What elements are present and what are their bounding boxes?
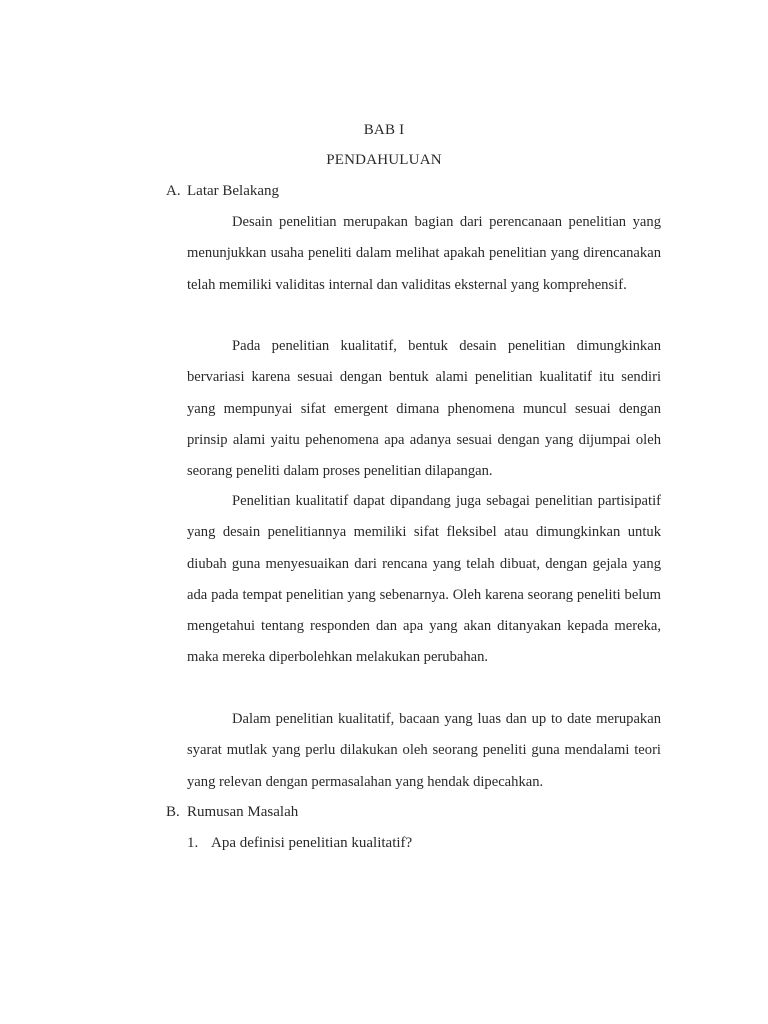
list-item-number: 1. — [187, 835, 199, 851]
paragraph-3: Penelitian kualitatif dapat dipandang juga sebagai penelitian partisipatif yang desain penelitiannya memiliki sifat fleksibel atau dimungkinkan untuk diubah guna menyesuaikan dari rencana yang telah dibuat, dengan gejala yang ada pada tempat penelitian yang sebenarnya. Oleh karena seorang peneliti belum mengetahui tentang responden dan apa yang akan ditanyakan kepada mereka, maka mereka diperbolehkan melakukan perubahan. — [187, 493, 661, 666]
chapter-number: BAB I — [363, 122, 405, 138]
chapter-title: PENDAHULUAN — [326, 152, 442, 168]
section-a-title: Latar Belakang — [187, 183, 280, 199]
paragraph-4: Dalam penelitian kualitatif, bacaan yang luas dan up to date merupakan syarat mutlak yang perlu dilakukan oleh seorang peneliti guna mendalami teori yang relevan dengan permasalahan yang hendak dipecahkan. — [187, 711, 661, 790]
section-b-title: Rumusan Masalah — [187, 804, 299, 820]
paragraph-1: Desain penelitian merupakan bagian dari perencanaan penelitian yang menunjukkan usaha peneliti dalam melihat apakah penelitian yang direncanakan telah memiliki validitas internal dan validitas eksternal yang komprehensif. — [187, 214, 661, 293]
section-a-marker: A. — [166, 183, 181, 199]
paragraph-2: Pada penelitian kualitatif, bentuk desain penelitian dimungkinkan bervariasi karena sesuai dengan bentuk alami penelitian kualitatif itu sendiri yang mempunyai sifat emergent dimana phenomena muncul sesuai dengan prinsip alami yaitu pehenomena apa adanya sesuai dengan yang dijumpai oleh seorang peneliti dalam proses penelitian dilapangan. — [187, 338, 661, 479]
list-item-text: Apa definisi penelitian kualitatif? — [211, 835, 413, 851]
section-b-marker: B. — [166, 804, 180, 820]
